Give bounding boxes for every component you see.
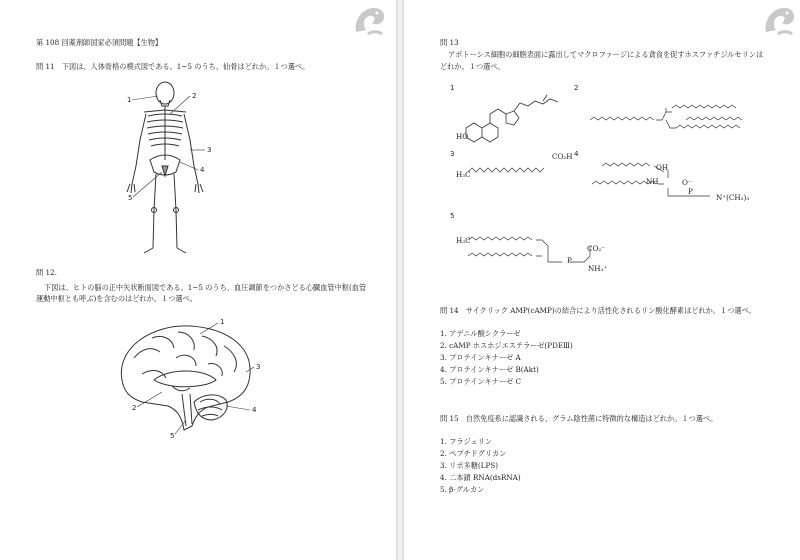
question-13-line-2: どれか。１つ選べ。 xyxy=(440,62,505,71)
structure-1-cholesterol xyxy=(456,90,566,150)
structure-3-h3c: H₃C xyxy=(456,170,471,179)
q14-choice-5[interactable]: 5. プロテインキナーゼ C xyxy=(440,377,521,386)
left-page xyxy=(0,0,396,560)
q15-choice-2[interactable]: 2. ペプチドグリカン xyxy=(440,449,507,458)
structure-label-2: 2 xyxy=(574,84,579,92)
structure-3-fatty-acid xyxy=(466,160,552,180)
q14-choice-1[interactable]: 1. アデニル酸シクラーゼ xyxy=(440,329,521,338)
structure-4-n-plus-ch3: N⁺(CH₃)₃ xyxy=(716,193,750,202)
structure-label-5: 5 xyxy=(450,212,455,220)
q14-choice-2[interactable]: 2. cAMP ホスホジエステラーゼ(PDEⅢ) xyxy=(440,341,573,350)
q14-choice-3[interactable]: 3. プロテインキナーゼ A xyxy=(440,353,521,362)
q14-choice-4[interactable]: 4. プロテインキナーゼ B(Akt) xyxy=(440,365,539,374)
question-13-line-1: アポトーシス細胞の細胞表面に露出してマクロファージによる貪食を促すホスファチジルセリンは xyxy=(448,50,764,59)
structure-5-p: P xyxy=(567,256,572,265)
structure-4-nh: NH xyxy=(646,177,659,186)
question-14-text: 問 14 サイクリック AMP(cAMP)の結合により活性化されるリン酸化酵素はどれか。１つ選べ。 xyxy=(440,306,756,315)
question-12-title: 問 12. xyxy=(36,268,57,277)
structure-4-o-minus: O⁻ xyxy=(682,178,692,187)
q15-choice-3[interactable]: 3. リポ多糖(LPS) xyxy=(440,461,499,470)
right-page xyxy=(404,0,800,560)
skeleton-label-2: 2 xyxy=(192,92,197,100)
skeleton-label-5: 5 xyxy=(128,194,133,202)
question-13-title: 問 13 xyxy=(440,38,459,47)
question-15-text: 問 15 自然免疫系に認識される、グラム陰性菌に特徴的な構造はどれか。１つ選べ。 xyxy=(440,414,718,423)
structure-2-triglyceride xyxy=(586,94,756,142)
question-12-line-1: 下図は、ヒトの脳の正中矢状断面図である。1~5 のうち、血圧調節をつかさどる心臓血管中枢(血管 xyxy=(44,283,367,292)
skeleton-label-1: 1 xyxy=(127,96,132,104)
structure-label-4: 4 xyxy=(574,150,579,158)
skeleton-label-3: 3 xyxy=(207,146,212,154)
brain-label-1: 1 xyxy=(220,318,225,326)
question-14-choices xyxy=(440,328,573,388)
structure-4-p: P xyxy=(688,187,693,196)
structure-1-ho: HO xyxy=(456,132,469,141)
structure-label-1: 1 xyxy=(450,84,455,92)
page-gutter xyxy=(396,0,404,560)
q15-choice-1[interactable]: 1. フラジェリン xyxy=(440,437,493,446)
q15-choice-5[interactable]: 5. β-グルカン xyxy=(440,485,485,494)
brain-label-3: 3 xyxy=(256,363,261,371)
dragon-watermark-icon xyxy=(760,4,798,38)
exam-header: 第 108 回薬剤師国家必須問題【生物】 xyxy=(36,38,163,47)
structure-5-nh3plus: NH₃⁺ xyxy=(588,264,608,273)
q15-choice-4[interactable]: 4. 二本鎖 RNA(dsRNA) xyxy=(440,473,521,482)
question-11-text: 問 11 下図は、人体骨格の模式図である。1~5 のうち、仙骨はどれか。１つ選べ。 xyxy=(36,62,310,71)
brain-leader-lines xyxy=(0,0,396,460)
structure-5-co2minus: CO₂⁻ xyxy=(587,244,606,253)
question-15-choices xyxy=(440,436,521,496)
brain-label-5: 5 xyxy=(170,432,175,440)
structure-5-h3c: H₃C xyxy=(456,236,471,245)
structure-3-co2h: CO₂H xyxy=(552,152,573,161)
brain-label-4: 4 xyxy=(252,406,257,414)
structure-4-oh: OH xyxy=(656,163,669,172)
question-12-line-2: 運動中枢とも呼ぶ)を含むのはどれか。１つ選べ。 xyxy=(36,294,197,303)
structure-label-3: 3 xyxy=(450,150,455,158)
skeleton-label-4: 4 xyxy=(200,166,205,174)
brain-label-2: 2 xyxy=(132,404,137,412)
